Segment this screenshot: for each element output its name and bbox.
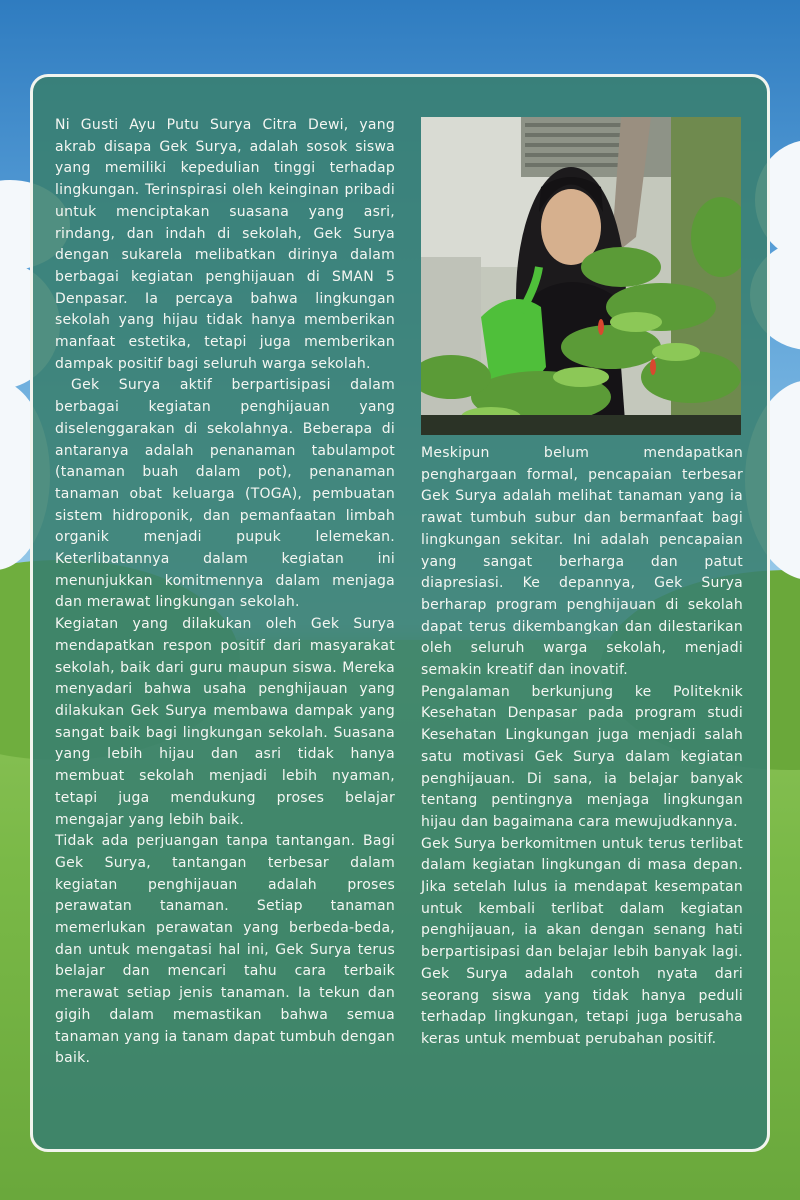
paragraph-motivation: Pengalaman berkunjung ke Politeknik Kesehatan Denpasar pada program studi Kesehatan Lingkungan juga menjadi salah satu motivasi Gek Surya dalam kegiatan penghijauan. Di sana, ia belajar banyak tentang pentingnya menjaga lingkungan hijau dan bagaimana cara mewujudkannya. <box>421 683 743 830</box>
paragraph-commitment: Gek Surya berkomitmen untuk terus terlibat dalam kegiatan lingkungan di masa depan. Jika setelah lulus ia mendapat kesempatan untuk kembali terlibat dalam kegiatan penghijauan, ia akan dengan senang hati berpartisipasi dan belajar lebih banyak lagi. Gek Surya adalah contoh nyata dari seorang siswa yang tidak hanya peduli terhadap lingkungan, tetapi juga berusaha keras untuk membuat perubahan positif. <box>421 835 743 1047</box>
paragraph-achievement: Meskipun belum mendapatkan penghargaan formal, pencapaian terbesar Gek Surya adalah melihat tanaman yang ia rawat tumbuh subur dan bermanfaat bagi lingkungan sekitar. Ini adalah pencapaian yang sangat berharga dan patut diapresiasi. Ke depannya, Gek Surya berharap program penghijauan di sekolah dapat terus dikembangkan dan dilestarikan oleh seluruh warga sekolah, menjadi semakin kreatif dan inovatif. <box>421 445 743 679</box>
article-card <box>30 74 770 1152</box>
paragraph-challenge: Tidak ada perjuangan tanpa tantangan. Bagi Gek Surya, tantangan terbesar dalam kegiatan penghijauan adalah proses perawatan tanaman. Setiap tanaman memerlukan perawatan yang berbeda-beda, dan untuk mengatasi hal ini, Gek Surya terus belajar dan mencari tahu cara terbaik merawat setiap jenis tanaman. Ia tekun dan gigih dalam memastikan bahwa semua tanaman yang ia tanam dapat tumbuh dengan baik. <box>55 833 395 1067</box>
article-column-left <box>55 115 395 1070</box>
photo-student-watering-plants <box>421 117 741 435</box>
paragraph-activities: Gek Surya aktif berpartisipasi dalam berbagai kegiatan penghijauan yang diselenggarakan di sekolahnya. Beberapa di antaranya adalah penanaman tabulampot (tanaman buah dalam pot), penanaman tanaman obat keluarga (TOGA), pembuatan sistem hidroponik, dan pemanfaatan limbah organik menjadi pupuk lelemekan. Keterlibatannya dalam kegiatan ini menunjukkan komitmennya dalam menjaga dan merawat lingkungan sekolah. <box>55 377 395 611</box>
photo-illustration <box>421 117 741 435</box>
paragraph-intro: Ni Gusti Ayu Putu Surya Citra Dewi, yang akrab disapa Gek Surya, adalah sosok siswa yang memiliki kepedulian tinggi terhadap lingkungan. Terinspirasi oleh keinginan pribadi untuk menciptakan suasana yang asri, rindang, dan indah di sekolah, Gek Surya dengan sukarela melibatkan dirinya dalam berbagai kegiatan penghijauan di SMAN 5 Denpasar. Ia percaya bahwa lingkungan sekolah yang hijau tidak hanya memberikan manfaat estetika, tetapi juga memberikan dampak positif bagi seluruh warga sekolah. <box>55 117 395 372</box>
article-column-right <box>421 443 743 1051</box>
paragraph-response: Kegiatan yang dilakukan oleh Gek Surya mendapatkan respon positif dari masyarakat sekolah, baik dari guru maupun siswa. Mereka menyadari bahwa usaha penghijauan yang dilakukan Gek Surya membawa dampak yang sangat baik bagi lingkungan sekolah. Suasana yang lebih hijau dan asri tidak hanya membuat sekolah menjadi lebih nyaman, tetapi juga mendukung proses belajar mengajar yang lebih baik. <box>55 616 395 828</box>
